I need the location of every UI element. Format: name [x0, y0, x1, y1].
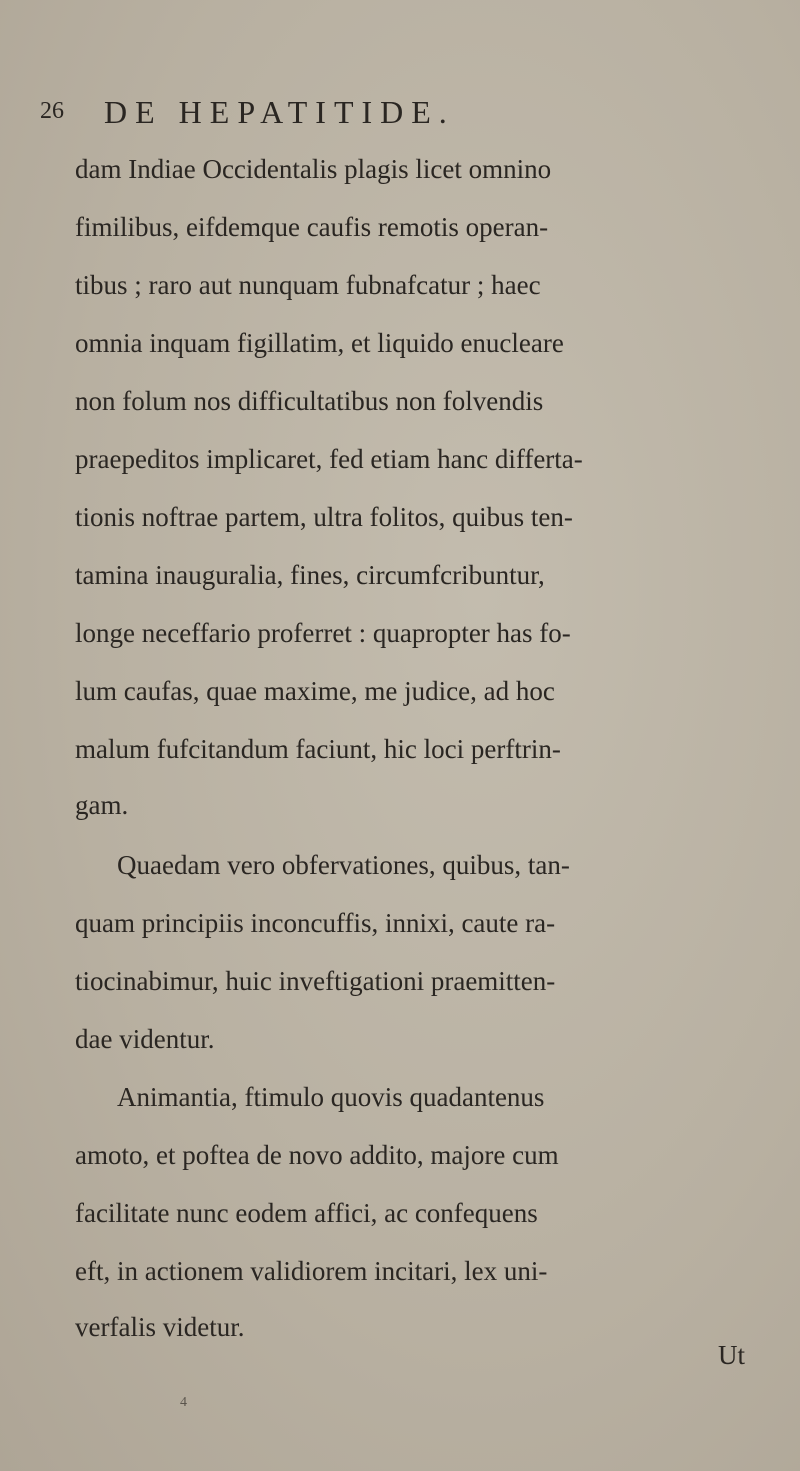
page-header: [40, 94, 760, 138]
text-line: dae videntur.: [75, 1024, 215, 1054]
running-title: DE HEPATITIDE.: [104, 94, 455, 130]
text-line: gam.: [75, 790, 129, 820]
paragraph-start-line: Quaedam vero obfervationes, quibus, tan-: [117, 850, 570, 880]
paragraph-start-line: Animantia, ftimulo quovis quadantenus: [117, 1082, 545, 1112]
page-number: 26: [40, 98, 64, 124]
text-line: longe neceffario proferret : quapropter has fo-: [75, 618, 571, 648]
text-line: verfalis videtur.: [75, 1312, 245, 1342]
text-line: non folum nos difficultatibus non folvendis: [75, 386, 544, 416]
text-line: omnia inquam figillatim, et liquido enucleare: [75, 328, 564, 358]
text-line: quam principiis inconcuffis, innixi, caute ra-: [75, 908, 556, 938]
text-line: malum fufcitandum faciunt, hic loci perftrin-: [75, 734, 561, 764]
text-line: eft, in actionem validiorem incitari, lex uni-: [75, 1256, 548, 1286]
text-line: tiocinabimur, huic inveftigationi praemitten-: [75, 966, 556, 996]
text-line: lum caufas, quae maxime, me judice, ad hoc: [75, 676, 555, 706]
text-line: facilitate nunc eodem affici, ac confequens: [75, 1198, 538, 1228]
text-line: praepeditos implicaret, fed etiam hanc differta-: [75, 444, 583, 474]
catchword: Ut: [718, 1340, 745, 1370]
text-line: tamina inauguralia, fines, circumfcribuntur,: [75, 560, 545, 590]
text-line: fimilibus, eifdemque caufis remotis operan-: [75, 212, 549, 242]
text-line: tionis noftrae partem, ultra folitos, quibus ten-: [75, 502, 573, 532]
text-line: tibus ; raro aut nunquam fubnafcatur ; haec: [75, 270, 541, 300]
signature-mark: 4: [180, 1395, 187, 1410]
text-line: dam Indiae Occidentalis plagis licet omnino: [75, 154, 552, 184]
text-line: amoto, et poftea de novo addito, majore cum: [75, 1140, 559, 1170]
